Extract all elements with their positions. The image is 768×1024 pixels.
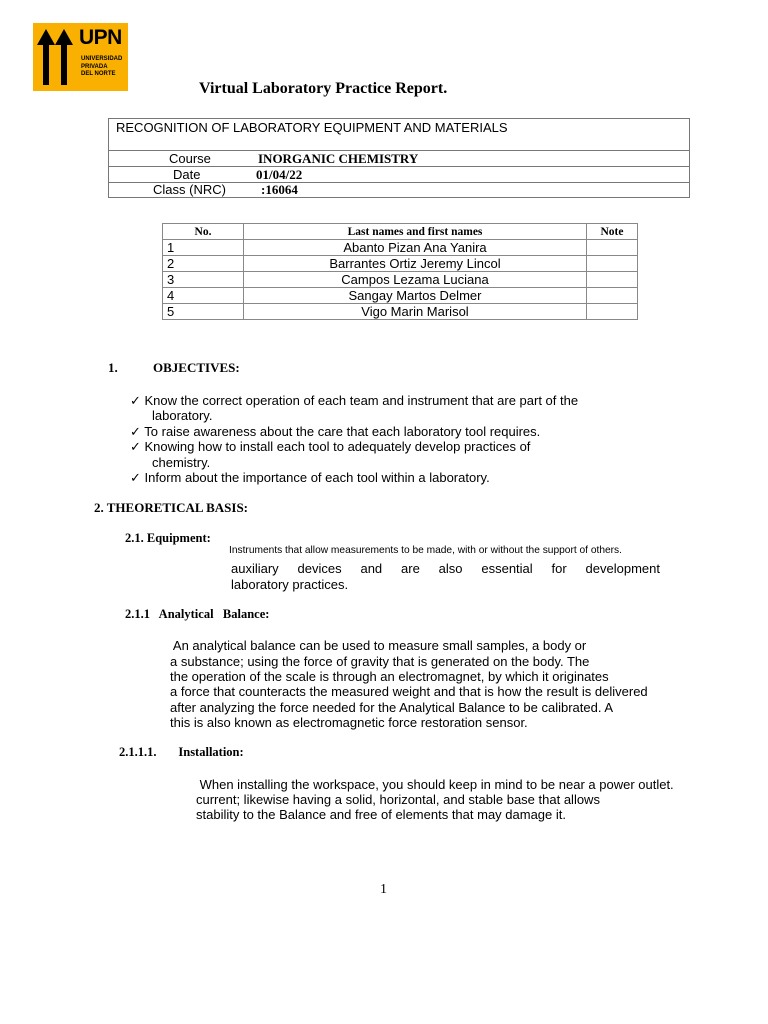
balance-text-line: after analyzing the force needed for the Analytical Balance to be calibrated. A xyxy=(170,700,614,715)
student-note xyxy=(587,272,638,288)
header-no: No. xyxy=(163,224,244,240)
installation-text-line: current; likewise having a solid, horizontal, and stable base that allows xyxy=(196,792,600,807)
student-name: Abanto Pizan Ana Yanira xyxy=(244,240,587,256)
student-note xyxy=(587,304,638,320)
installation-text-line: When installing the workspace, you should keep in mind to be near a power outlet. xyxy=(196,777,674,792)
equipment-text-line: laboratory practices. xyxy=(231,577,349,592)
installation-text-line: stability to the Balance and free of elements that may damage it. xyxy=(196,807,566,822)
row-number: 4 xyxy=(163,288,244,304)
row-number: 1 xyxy=(163,240,244,256)
course-value: INORGANIC CHEMISTRY xyxy=(258,151,419,166)
course-label: Course xyxy=(169,151,211,166)
table-row xyxy=(163,256,638,272)
student-note xyxy=(587,288,638,304)
student-name: Vigo Marin Marisol xyxy=(244,304,587,320)
students-table xyxy=(162,223,638,320)
page-number: 1 xyxy=(380,882,387,897)
section2-heading: 2. THEORETICAL BASIS: xyxy=(94,500,249,515)
document-title: Virtual Laboratory Practice Report. xyxy=(199,80,448,97)
row-number: 2 xyxy=(163,256,244,272)
table-row xyxy=(163,272,638,288)
header-names: Last names and first names xyxy=(244,224,587,240)
objective-item: ✓ To raise awareness about the care that each laboratory tool requires. xyxy=(130,424,541,439)
student-name: Campos Lezama Luciana xyxy=(244,272,587,288)
balance-text-line: this is also known as electromagnetic force restoration sensor. xyxy=(170,715,528,730)
objective-item: ✓ Knowing how to install each tool to adequately develop practices of xyxy=(130,439,531,454)
logo-brand: UPN xyxy=(79,26,122,49)
course-info-table xyxy=(108,118,690,198)
info-heading: RECOGNITION OF LABORATORY EQUIPMENT AND MATERIALS xyxy=(116,120,508,135)
objective-item-continued: laboratory. xyxy=(152,408,213,423)
date-label: Date xyxy=(173,167,201,182)
upn-arrows-icon xyxy=(33,23,79,91)
upn-logo xyxy=(33,23,128,91)
header-note: Note xyxy=(587,224,638,240)
table-row xyxy=(163,288,638,304)
table-row xyxy=(163,304,638,320)
balance-text-line: An analytical balance can be used to measure small samples, a body or xyxy=(170,638,587,653)
equipment-text-line: auxiliary devices and are also essential for development xyxy=(231,561,660,576)
objective-item: ✓ Inform about the importance of each tool within a laboratory. xyxy=(130,470,490,485)
section1-heading: OBJECTIVES: xyxy=(153,360,240,375)
student-name: Sangay Martos Delmer xyxy=(244,288,587,304)
student-note xyxy=(587,240,638,256)
objective-item: ✓ Know the correct operation of each team and instrument that are part of the xyxy=(130,393,579,408)
row-number: 5 xyxy=(163,304,244,320)
balance-text-line: a force that counteracts the measured weight and that is how the result is delivered xyxy=(170,684,648,699)
class-label: Class (NRC) xyxy=(153,182,226,197)
table-header-row xyxy=(163,224,638,240)
equipment-heading: 2.1. Equipment: xyxy=(125,531,211,545)
date-value: 01/04/22 xyxy=(256,167,303,182)
section1-number: 1. xyxy=(108,360,118,375)
analytical-balance-heading: 2.1.1 Analytical Balance: xyxy=(125,607,270,621)
balance-text-line: a substance; using the force of gravity that is generated on the body. The xyxy=(170,654,590,669)
objective-item-continued: chemistry. xyxy=(152,455,211,470)
table-row xyxy=(163,240,638,256)
installation-heading: 2.1.1.1. Installation: xyxy=(119,745,244,759)
row-number: 3 xyxy=(163,272,244,288)
student-note xyxy=(587,256,638,272)
logo-university-name: UNIVERSIDAD PRIVADA DEL NORTE xyxy=(81,56,123,77)
student-name: Barrantes Ortiz Jeremy Lincol xyxy=(244,256,587,272)
class-value: :16064 xyxy=(261,182,298,197)
balance-text-line: the operation of the scale is through an electromagnet, by which it originates xyxy=(170,669,609,684)
equipment-text-line: Instruments that allow measurements to be made, with or without the support of others. xyxy=(229,545,622,556)
